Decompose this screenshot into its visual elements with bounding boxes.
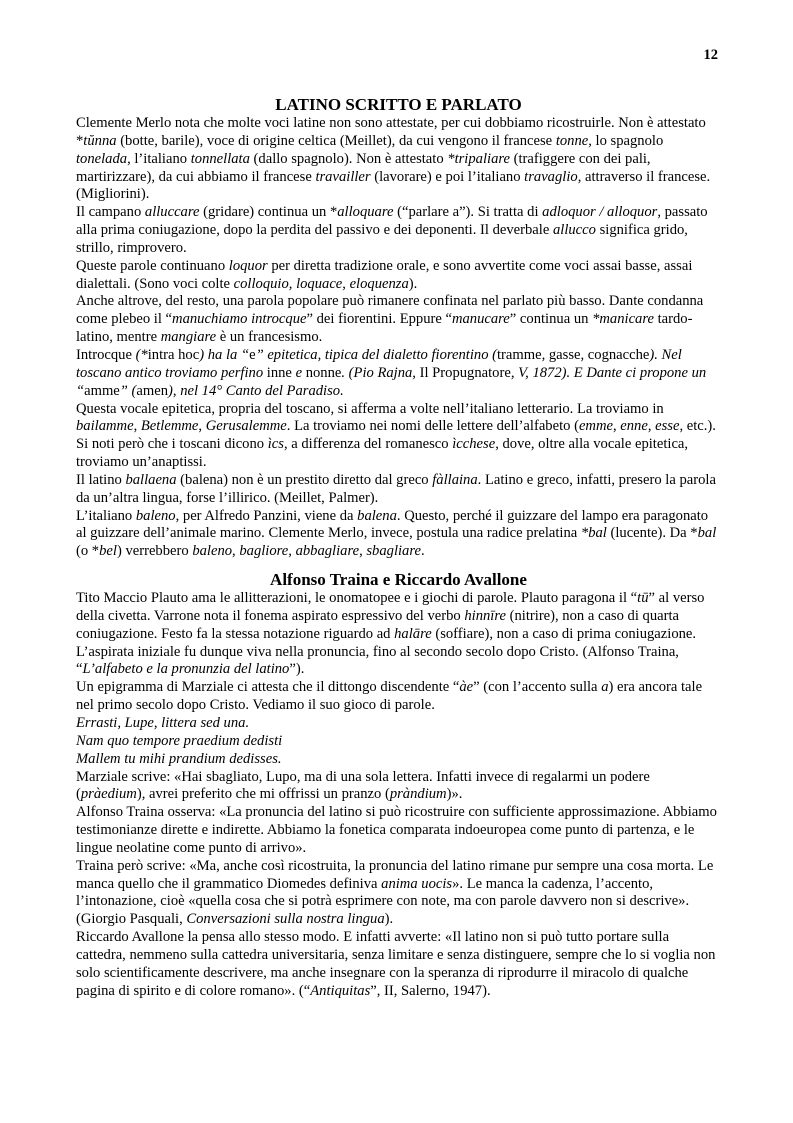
verse-line-2: Nam quo tempore praedium dedisti (76, 732, 283, 749)
paragraph-plauto: Tito Maccio Plauto ama le allitterazioni, le onomatopee e i giochi di parole. Plauto paragona il “tū” al verso della civetta. Varrone nota il fonema aspirato espressivo del verbo hinnīre (nitrire), non a caso di quarta coniugazione. Festo fa la stessa notazione riguardo ad halāre (soffiare), non a caso di prima coniugazione. L’aspirata iniziale fu dunque viva nella pronuncia, fino al secondo secolo dopo Cristo. (Alfonso Traina, “L’alfabeto e la pronunzia del latino”). (76, 590, 705, 678)
paragraph-loquor: Queste parole continuano loquor per diretta tradizione orale, e sono avvertite come voci assai basse, assai dialettali. (Sono voci colte colloquio, loquace, eloquenza). (76, 257, 693, 292)
paragraph-baleno: L’italiano baleno, per Alfredo Panzini, viene da balena. Questo, perché il guizzare del lampo era paragonato al guizzare dell’animale marino. Clemente Merlo, invece, postula una radice prelatina *bal (lucente). Da *bal (o *bel) verrebbero baleno, bagliore, abbagliare, sbagliare. (76, 507, 717, 560)
verse-line-1: Errasti, Lupe, littera sed una. (76, 715, 250, 731)
paragraph-avallone: Riccardo Avallone la pensa allo stesso modo. E infatti avverte: «Il latino non si può tutto portare sulla cattedra, nemmeno sulla cattedra universitaria, senza limitare e senza distinguere, sempre che lo si voglia non solo scientificamente descrivere, ma anche insegnare con la speranza di riprodurre il miracolo di qualche pagina di spirito e di colore romano». (“Antiquitas”, II, Salerno, 1947). (76, 929, 716, 999)
paragraph-marziale-epigramma: Un epigramma di Marziale ci attesta che il dittongo discendente “àe” (con l’accento sulla a) era ancora tale nel primo secolo dopo Cristo. Vediamo il suo gioco di parole. (76, 679, 703, 714)
paragraph-marziale-scrive: Marziale scrive: «Hai sbagliato, Lupo, ma di una sola lettera. Infatti invece di regalarmi un podere (pràedium), avrei preferito che mi offrissi un pranzo (pràndium)». (76, 768, 650, 803)
paragraph-ballaena: Il latino ballaena (balena) non è un prestito diretto dal greco fàllaina. Latino e greco, infatti, presero la parola da un’altra lingua, forse l’illirico. (Meillet, Palmer). (76, 471, 716, 506)
verse-line-3: Mallem tu mihi prandium dedisses. (76, 750, 282, 767)
paragraph-traina-osserva: Alfonso Traina osserva: «La pronuncia del latino si può ricostruire con sufficiente approssimazione. Abbiamo testimonianze dirette e indirette. Abbiamo la fonetica comparata indoeuropea come punto di partenza, e le lingue neolatine come punto di arrivo». (76, 804, 717, 856)
page-number: 12 (703, 47, 718, 63)
section-title-latino-scritto: LATINO SCRITTO E PARLATO (275, 95, 522, 114)
paragraph-vocale-epitetica: Questa vocale epitetica, propria del toscano, si afferma a volte nell’italiano letterario. La troviamo in bailamme, Betlemme, Gerusalemme. La troviamo nei nomi delle lettere dell’alfabeto (emme, enne, esse, etc.). Si noti però che i toscani dicono ìcs, a differenza del romanesco ìcchese, dove, oltre alla vocale epitetica, troviamo un’anaptissi. (76, 400, 716, 471)
section-title-traina-avallone: Alfonso Traina e Riccardo Avallone (270, 570, 527, 590)
document-body (76, 94, 721, 1001)
paragraph-alluccare: Il campano alluccare (gridare) continua un *alloquare (“parlare a”). Si tratta di adloquor / alloquor, passato alla prima coniugazione, dopo la perdita del passivo e dei deponenti. Il deverbale allucco significa grido, strillo, rimprovero. (76, 204, 708, 256)
paragraph-traina-scrive: Traina però scrive: «Ma, anche così ricostruita, la pronuncia del latino rimane pur sempre una cosa morta. Le manca quello che il grammatico Diomedes definiva anima uocis». Le manca la cadenza, l’accento, l’intonazione, cioè «quella cosa che si potrà esprimere con note, ma con parole davvero non si descrive». (Giorgio Pasquali, Conversazioni sulla nostra lingua). (76, 857, 714, 928)
paragraph-introcque: Introcque (*intra hoc) ha la “e” epitetica, tipica del dialetto fiorentino (tramme, gasse, cognacche). Nel toscano antico troviamo perfino inne e nonne. (Pio Rajna, Il Propugnatore, V, 1872). E Dante ci propone un “amme” (amen), nel 14° Canto del Paradiso. (76, 346, 707, 399)
paragraph-manucare: Anche altrove, del resto, una parola popolare può rimanere confinata nel parlato più basso. Dante condanna come plebeo il “manuchiamo introcque” dei fiorentini. Eppure “manucare” continua un *manicare tardo-latino, mentre mangiare è un francesismo. (76, 293, 704, 346)
paragraph-merlo: Clemente Merlo nota che molte voci latine non sono attestate, per cui dobbiamo ricostruirle. Non è attestato *tŭnna (botte, barile), voce di origine celtica (Meillet), da cui vengono il francese tonne, lo spagnolo tonelada, l’italiano tonnellata (dallo spagnolo). Non è attestato *tripaliare (trafiggere con dei pali, martirizzare), da cui abbiamo il francese travailler (lavorare) e poi l’italiano travaglio, attraverso il francese. (Migliorini). (76, 115, 711, 203)
